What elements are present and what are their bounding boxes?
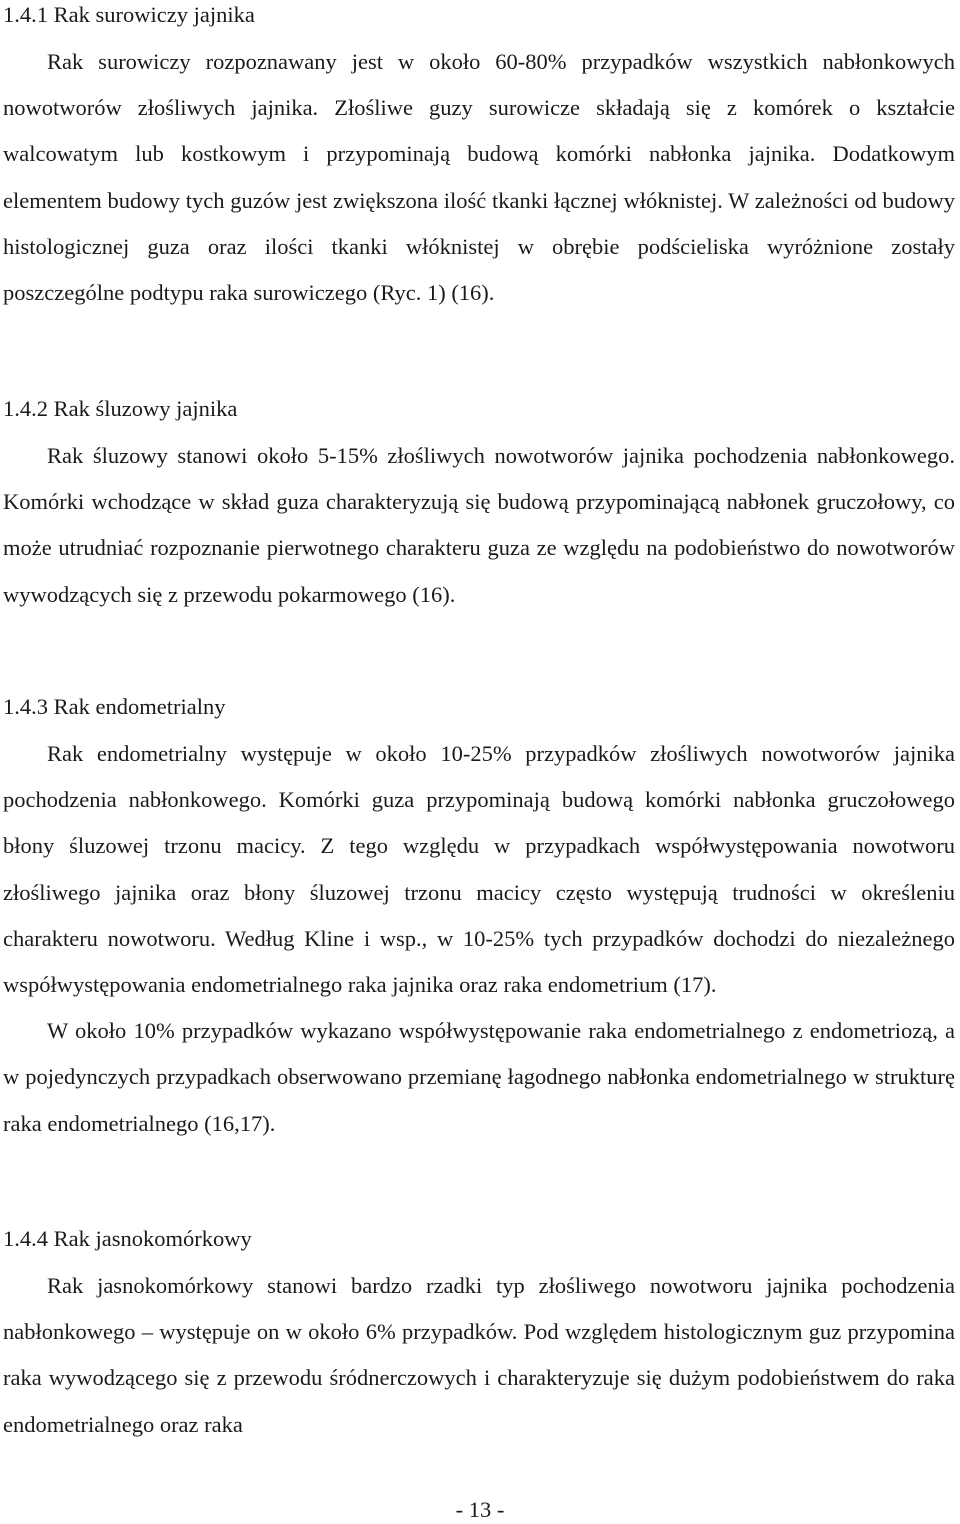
page-number: - 13 - bbox=[455, 1497, 505, 1522]
section-paragraph: W około 10% przypadków wykazano współwystępowanie raka endometrialnego z endometriozą, a w pojedynczych przypadkach obserwowano przemianę łagodnego nabłonka endometrialnego w strukturę raka endometrialnego (16,17). bbox=[3, 1018, 955, 1136]
section-heading: 1.4.1 Rak surowiczy jajnika bbox=[3, 2, 255, 27]
section-heading: 1.4.2 Rak śluzowy jajnika bbox=[3, 396, 238, 421]
section-paragraph: Rak surowiczy rozpoznawany jest w około 60-80% przypadków wszystkich nabłonkowych nowotworów złośliwych jajnika. Złośliwe guzy surowicze składają się z komórek o kształcie walcowatym lub kostkowym i przypominają budową komórki nabłonka jajnika. Dodatkowym elementem budowy tych guzów jest zwiększona ilość tkanki łącznej włóknistej. W zależności od budowy histologicznej guza oraz ilości tkanki włóknistej w obrębie podścieliska wyróżnione zostały poszczególne podtypu raka surowiczego (Ryc. 1) (16). bbox=[3, 49, 955, 306]
section-mucinous-carcinoma bbox=[3, 394, 955, 618]
section-serous-carcinoma bbox=[3, 0, 955, 316]
section-clear-cell-carcinoma bbox=[3, 1224, 955, 1448]
section-endometrioid-carcinoma bbox=[3, 692, 955, 1147]
section-heading: 1.4.3 Rak endometrialny bbox=[3, 694, 226, 719]
section-paragraph: Rak endometrialny występuje w około 10-25% przypadków złośliwych nowotworów jajnika pochodzenia nabłonkowego. Komórki guza przypominają budową komórki nabłonka gruczołowego błony śluzowej trzonu macicy. Z tego względu w przypadkach współwystępowania nowotworu złośliwego jajnika oraz błony śluzowej trzonu macicy często występują trudności w określeniu charakteru nowotworu. Według Kline i wsp., w 10-25% tych przypadków dochodzi do niezależnego współwystępowania endometrialnego raka jajnika oraz raka endometrium (17). bbox=[3, 741, 955, 998]
section-heading: 1.4.4 Rak jasnokomórkowy bbox=[3, 1226, 252, 1251]
section-paragraph: Rak śluzowy stanowi około 5-15% złośliwych nowotworów jajnika pochodzenia nabłonkowego. Komórki wchodzące w skład guza charakteryzują się budową przypominającą nabłonek gruczołowy, co może utrudniać rozpoznanie pierwotnego charakteru guza ze względu na podobieństwo do nowotworów wywodzących się z przewodu pokarmowego (16). bbox=[3, 443, 955, 607]
section-paragraph: Rak jasnokomórkowy stanowi bardzo rzadki typ złośliwego nowotworu jajnika pochodzenia nabłonkowego – występuje on w około 6% przypadków. Pod względem histologicznym guz przypomina raka wywodzącego się z przewodu śródnerczowych i charakteryzuje się dużym podobieństwem do raka endometrialnego oraz raka bbox=[3, 1273, 955, 1437]
